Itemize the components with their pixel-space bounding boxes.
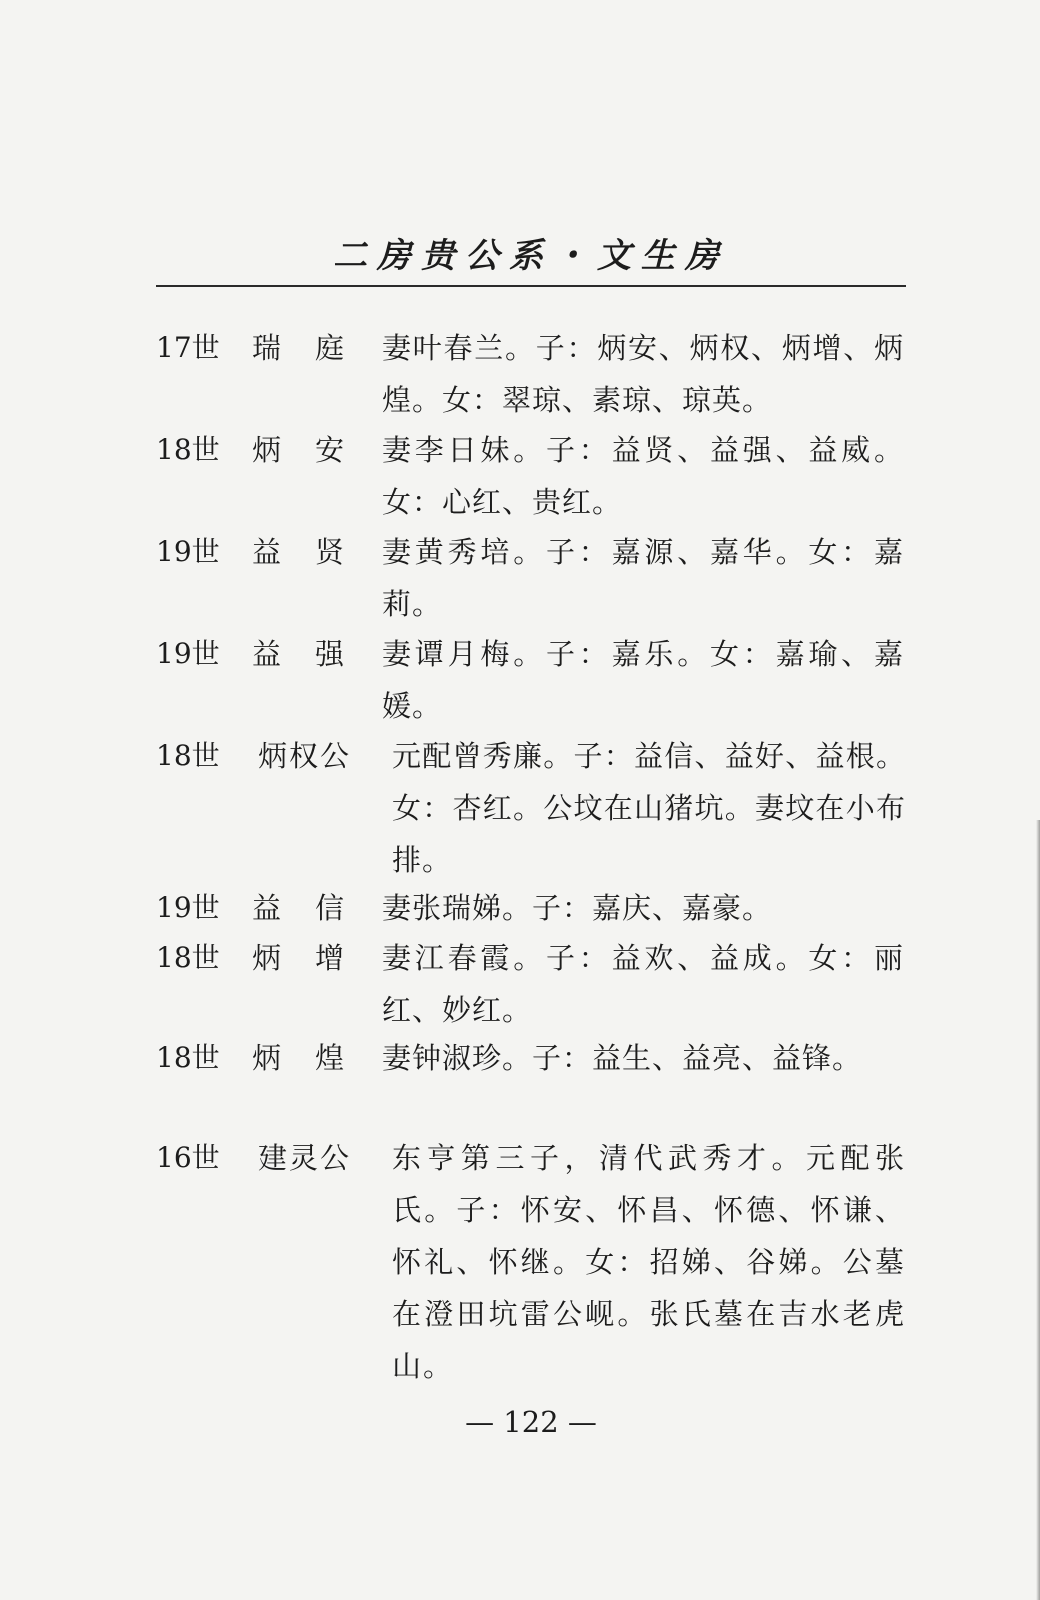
entry-name: 炳煌 (252, 1041, 379, 1075)
entry-generation: 19世 (156, 891, 220, 924)
entry-generation: 19世 (156, 637, 220, 670)
entry-name: 益强 (252, 637, 379, 671)
entry-generation: 19世 (156, 535, 220, 568)
entry-description: 妻钟淑珍。子：益生、益亮、益锋。 (382, 1041, 863, 1075)
page-number: — 122 — (465, 1405, 597, 1439)
entry-name: 炳安 (252, 433, 379, 467)
entry-description: 妻张瑞娣。子：嘉庆、嘉豪。 (382, 891, 773, 925)
entry-generation: 18世 (156, 739, 220, 772)
header-rule (156, 285, 906, 287)
entry-name: 瑞庭 (252, 331, 379, 365)
entry-name: 益信 (252, 891, 379, 925)
entry-generation: 18世 (156, 941, 220, 974)
scan-edge-shadow (1036, 820, 1040, 1600)
entry-description: 东亨第三子，清代武秀才。元配张氏。子：怀安、怀昌、怀德、怀谦、怀礼、怀继。女：招娣、谷娣。公墓在澄田坑雷公岘。张氏墓在吉水老虎山。 (392, 1141, 906, 1383)
entry-generation: 18世 (156, 433, 220, 466)
entry-description: 妻李日妹。子：益贤、益强、益威。女：心红、贵红。 (382, 433, 904, 519)
entry-description: 妻江春霞。子：益欢、益成。女：丽红、妙红。 (382, 941, 904, 1027)
running-header-title: 二房贵公系・文生房 (333, 236, 729, 276)
entry-description: 妻黄秀培。子：嘉源、嘉华。女：嘉莉。 (382, 535, 904, 621)
entry-name: 炳权公 (258, 739, 352, 773)
entry-name: 炳增 (252, 941, 379, 975)
entry-name: 建灵公 (258, 1141, 352, 1175)
entry-name: 益贤 (252, 535, 379, 569)
entry-generation: 17世 (156, 331, 220, 364)
entry-description: 元配曾秀廉。子：益信、益好、益根。女：杏红。公坟在山猪坑。妻坟在小布排。 (392, 739, 906, 877)
entry-generation: 18世 (156, 1041, 220, 1074)
entry-generation: 16世 (156, 1141, 220, 1174)
entry-description: 妻谭月梅。子：嘉乐。女：嘉瑜、嘉媛。 (382, 637, 904, 723)
entry-description: 妻叶春兰。子：炳安、炳权、炳增、炳煌。女：翠琼、素琼、琼英。 (382, 331, 904, 417)
